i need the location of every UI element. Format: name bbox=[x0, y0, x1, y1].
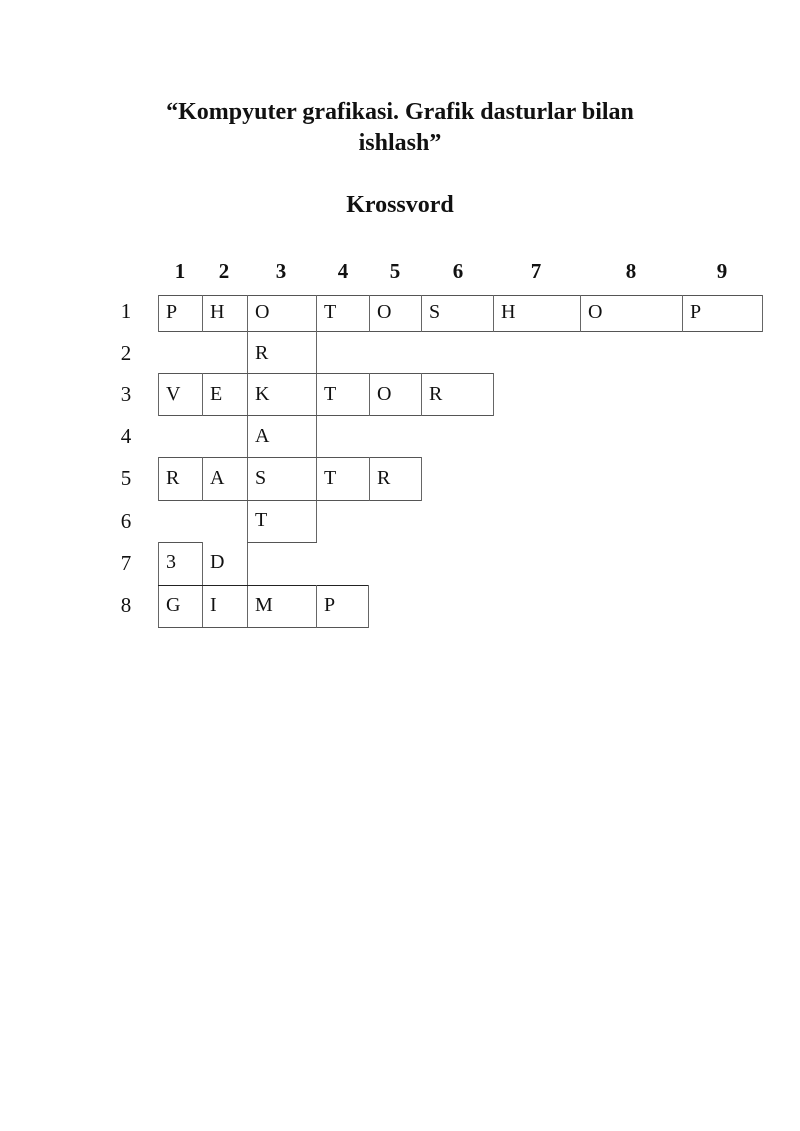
column-number: 4 bbox=[337, 259, 349, 283]
crossword-cell: 3 bbox=[166, 551, 176, 573]
row-number: 3 bbox=[120, 382, 132, 406]
column-number: 8 bbox=[625, 259, 637, 283]
crossword-cell: K bbox=[255, 383, 270, 405]
crossword-cell: T bbox=[255, 509, 268, 531]
crossword-cell: T bbox=[324, 467, 337, 489]
row-number: 5 bbox=[120, 466, 132, 490]
crossword-cell: R bbox=[377, 467, 391, 489]
crossword-cell: T bbox=[324, 301, 337, 323]
crossword-cell: T bbox=[324, 383, 337, 405]
row-number: 1 bbox=[120, 299, 132, 323]
crossword-cell: A bbox=[255, 425, 270, 447]
crossword-cell: S bbox=[429, 301, 441, 323]
crossword-cell: P bbox=[166, 301, 178, 323]
crossword-cell: V bbox=[166, 383, 181, 405]
crossword-cell: R bbox=[429, 383, 443, 405]
row-number: 8 bbox=[120, 593, 132, 617]
crossword-cell: O bbox=[377, 383, 392, 405]
title-line-1: “Kompyuter grafikasi. Grafik dasturlar bilan bbox=[166, 99, 634, 125]
title-line-2: ishlash” bbox=[358, 130, 442, 156]
crossword-cell: P bbox=[324, 594, 336, 616]
crossword-cell: D bbox=[210, 551, 225, 573]
column-number: 2 bbox=[218, 259, 230, 283]
crossword-cell: A bbox=[210, 467, 225, 489]
crossword-cell: M bbox=[255, 594, 273, 616]
crossword-cell: P bbox=[690, 301, 702, 323]
crossword-cell: O bbox=[588, 301, 603, 323]
row-number: 2 bbox=[120, 341, 132, 365]
column-number: 7 bbox=[530, 259, 542, 283]
crossword-cell: O bbox=[255, 301, 270, 323]
crossword-cell: O bbox=[377, 301, 392, 323]
crossword-cell: R bbox=[255, 342, 269, 364]
crossword-cell: H bbox=[210, 301, 225, 323]
column-number: 5 bbox=[389, 259, 401, 283]
crossword-cell: S bbox=[255, 467, 267, 489]
crossword-cell: R bbox=[166, 467, 180, 489]
row-number: 6 bbox=[120, 509, 132, 533]
crossword-cell: G bbox=[166, 594, 181, 616]
column-number: 6 bbox=[452, 259, 464, 283]
column-number: 1 bbox=[174, 259, 186, 283]
column-number: 3 bbox=[275, 259, 287, 283]
row-number: 4 bbox=[120, 424, 132, 448]
row-number: 7 bbox=[120, 551, 132, 575]
crossword-cell: I bbox=[210, 594, 217, 616]
crossword-cell: E bbox=[210, 383, 223, 405]
crossword-cell: H bbox=[501, 301, 516, 323]
column-number: 9 bbox=[716, 259, 728, 283]
subtitle: Krossvord bbox=[346, 192, 454, 218]
